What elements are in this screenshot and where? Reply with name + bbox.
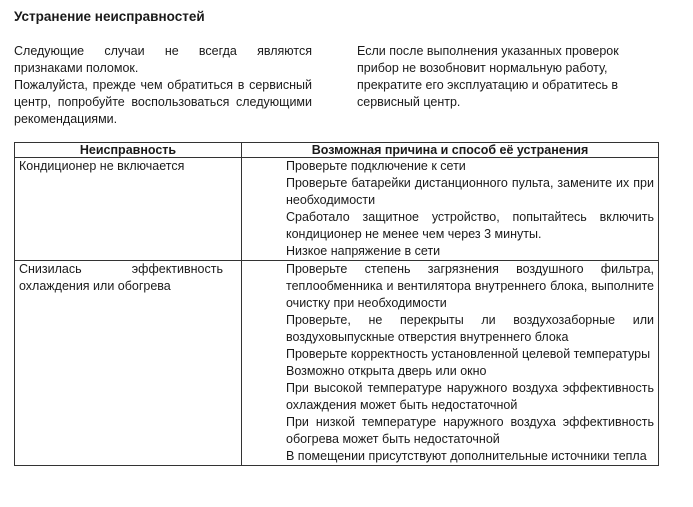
remedy-item: Проверьте подключение к сети	[286, 159, 466, 173]
intro-left-column	[14, 43, 312, 128]
table-row	[15, 158, 659, 261]
intro-paragraph-1: Следующие случаи не всегда являются признаками поломок.	[14, 44, 312, 75]
intro-paragraph-2: Пожалуйста, прежде чем обратиться в сервисный центр, попробуйте воспользоваться следующими рекомендациями.	[14, 78, 312, 126]
fault-label: Снизилась эффективность охлаждения или обогрева	[19, 262, 223, 293]
table-row	[15, 261, 659, 466]
fault-cell	[15, 261, 242, 466]
remedy-item: Проверьте степень загрязнения воздушного фильтра, теплообменника и вентилятора внутреннего блока, выполните очистку при необходимости	[286, 262, 654, 310]
fault-label: Кондиционер не включается	[19, 159, 185, 173]
remedy-item: При низкой температуре наружного воздуха эффективность обогрева может быть недостаточной	[286, 415, 654, 446]
intro-right-column: Если после выполнения указанных проверок прибор не возобновит нормальную работу, прекратите его эксплуатацию и обратитесь в сервисный центр.	[357, 44, 619, 109]
remedy-item: Возможно открыта дверь или окно	[286, 364, 487, 378]
remedy-cell	[242, 261, 659, 466]
header-fault: Неисправность	[15, 143, 242, 158]
remedy-item: Сработало защитное устройство, попытайтесь включить кондиционер не менее чем через 3 минуты.	[286, 210, 654, 241]
page-title: Устранение неисправностей	[14, 9, 205, 24]
remedy-item: В помещении присутствуют дополнительные источники тепла	[286, 449, 647, 463]
remedy-item: Низкое напряжение в сети	[286, 244, 441, 258]
remedy-cell	[242, 158, 659, 261]
remedy-item: Проверьте корректность установленной целевой температуры	[286, 347, 651, 361]
header-cause: Возможная причина и способ её устранения	[242, 143, 659, 158]
remedy-item: Проверьте батарейки дистанционного пульта, замените их при необходимости	[286, 176, 654, 207]
table-header-row	[15, 143, 659, 158]
remedy-item: При высокой температуре наружного воздуха эффективность охлаждения может быть недостаточной	[286, 381, 654, 412]
remedy-item: Проверьте, не перекрыты ли воздухозаборные или воздуховыпускные отверстия внутреннего блока	[286, 313, 654, 344]
fault-cell	[15, 158, 242, 261]
troubleshooting-table	[14, 142, 659, 466]
